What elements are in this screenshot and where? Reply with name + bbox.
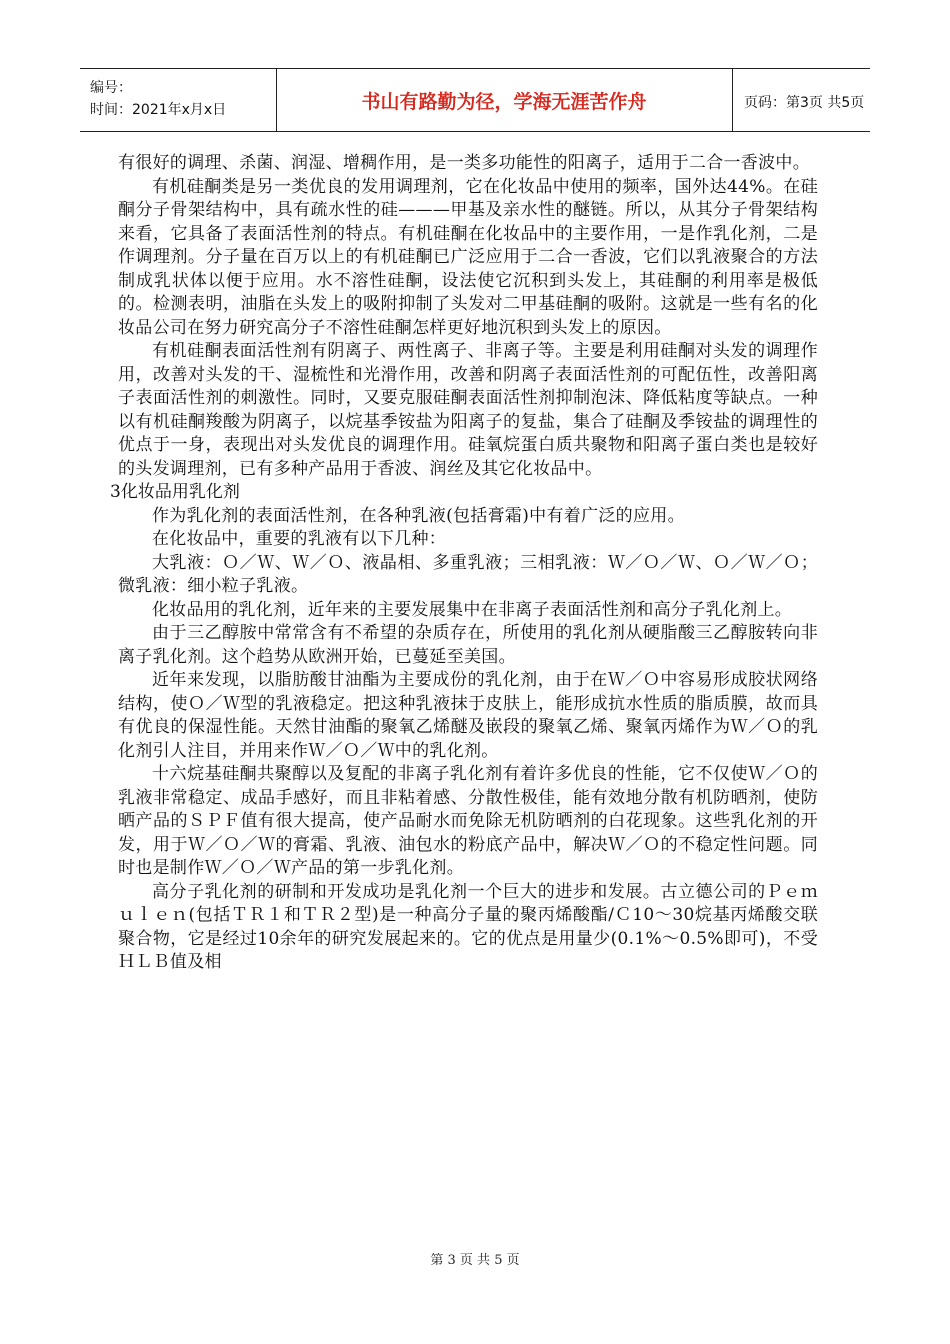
document-date: 时间：2021年x月x日 — [90, 102, 227, 118]
body-paragraph: 有机硅酮表面活性剂有阴离子、两性离子、非离子等。主要是利用硅酮对头发的调理作用，改善对头发的干、湿梳性和光滑作用，改善和阴离子表面活性剂的可配伍性，改善阳离子表面活性剂的刺激性。同时，又要克服硅酮表面活性剂抑制泡沫、降低粘度等缺点。一种以有机硅酮羧酸为阴离子，以烷基季铵盐为阳离子的复盐，集合了硅酮及季铵盐的调理性的优点于一身，表现出对头发优良的调理作用。硅氧烷蛋白质共聚物和阳离子蛋白类也是较好的头发调理剂，已有多种产品用于香波、润丝及其它化妆品中。 — [118, 341, 818, 479]
body-paragraph: 有很好的调理、杀菌、润湿、增稠作用，是一类多功能性的阳离子，适用于二合一香波中。 — [118, 153, 810, 173]
section-paragraph: 化妆品用的乳化剂，近年来的主要发展集中在非离子表面活性剂和高分子乳化剂上。 — [152, 599, 793, 620]
section-paragraph: 大乳液：Ｏ／Ｗ、Ｗ／Ｏ、液晶相、多重乳液；三相乳液：Ｗ／Ｏ／Ｗ、Ｏ／Ｗ／Ｏ；微乳液：细小粒子乳液。 — [118, 552, 818, 596]
header-page-info: 页码：第3页 共5页 — [744, 95, 865, 111]
page-footer: 第 3 页 共 5 页 — [430, 1253, 520, 1268]
page-header — [80, 68, 870, 132]
header-page-cell — [732, 69, 870, 131]
section-paragraph: 由于三乙醇胺中常常含有不希望的杂质存在，所使用的乳化剂从硬脂酸三乙醇胺转向非离子乳化剂。这个趋势从欧洲开始，已蔓延至美国。 — [118, 623, 818, 667]
body-paragraph: 有机硅酮类是另一类优良的发用调理剂，它在化妆品中使用的频率，国外达44%。在硅酮分子骨架结构中，具有疏水性的硅———甲基及亲水性的醚链。所以，从其分子骨架结构来看，它具备了表面活性剂的特点。有机硅酮在化妆品中的主要作用，一是作乳化剂，二是作调理剂。分子量在百万以上的有机硅酮已广泛应用于二合一香波，它们以乳液聚合的方法制成乳状体以便于应用。水不溶性硅酮，设法使它沉积到头发上，其硅酮的利用率是极低的。检测表明，油脂在头发上的吸附抑制了头发对二甲基硅酮的吸附。这就是一些有名的化妆品公司在努力研究高分子不溶性硅酮怎样更好地沉积到头发上的原因。 — [118, 176, 818, 338]
header-motto: 书山有路勤为径，学海无涯苦作舟 — [361, 91, 647, 113]
section-paragraph: 十六烷基硅酮共聚醇以及复配的非离子乳化剂有着许多优良的性能，它不仅使Ｗ／Ｏ的乳液非常稳定、成品手感好，而且非粘着感、分散性极佳，能有效地分散有机防晒剂，使防晒产品的ＳＰＦ值有很大提高，使产品耐水而免除无机防晒剂的白花现象。这些乳化剂的开发，用于Ｗ／Ｏ／Ｗ的膏霜、乳液、油包水的粉底产品中，解决Ｗ／Ｏ的不稳定性问题。同时也是制作Ｗ／Ｏ／Ｗ产品的第一步乳化剂。 — [118, 764, 818, 878]
section-paragraph: 作为乳化剂的表面活性剂，在各种乳液(包括膏霜)中有着广泛的应用。 — [152, 505, 685, 526]
section-paragraph: 高分子乳化剂的研制和开发成功是乳化剂一个巨大的进步和发展。古立德公司的Ｐｅｍｕｌｅｎ(包括ＴＲ１和ＴＲ２型)是一种高分子量的聚丙烯酸酯/Ｃ10～30烷基丙烯酸交联聚合物，它是经过10余年的研究发展起来的。它的优点是用量少(0.1%～0.5%即可)，不受ＨＬＢ值及相 — [118, 881, 818, 972]
header-left-cell — [80, 69, 277, 131]
header-motto-cell — [276, 69, 733, 131]
section-heading: 3化妆品用乳化剂 — [110, 482, 240, 502]
document-body — [110, 152, 818, 975]
document-number-label: 编号： — [90, 80, 132, 96]
section-paragraph: 近年来发现，以脂肪酸甘油酯为主要成份的乳化剂，由于在Ｗ／Ｏ中容易形成胶状网络结构，使Ｏ／Ｗ型的乳液稳定。把这种乳液抹于皮肤上，能形成抗水性质的脂质膜，故而具有优良的保湿性能。天然甘油酯的聚氧乙烯醚及嵌段的聚氧乙烯、聚氧丙烯作为Ｗ／Ｏ的乳化剂引人注目，并用来作Ｗ／Ｏ／Ｗ中的乳化剂。 — [118, 670, 818, 761]
section-paragraph: 在化妆品中，重要的乳液有以下几种： — [152, 529, 447, 549]
